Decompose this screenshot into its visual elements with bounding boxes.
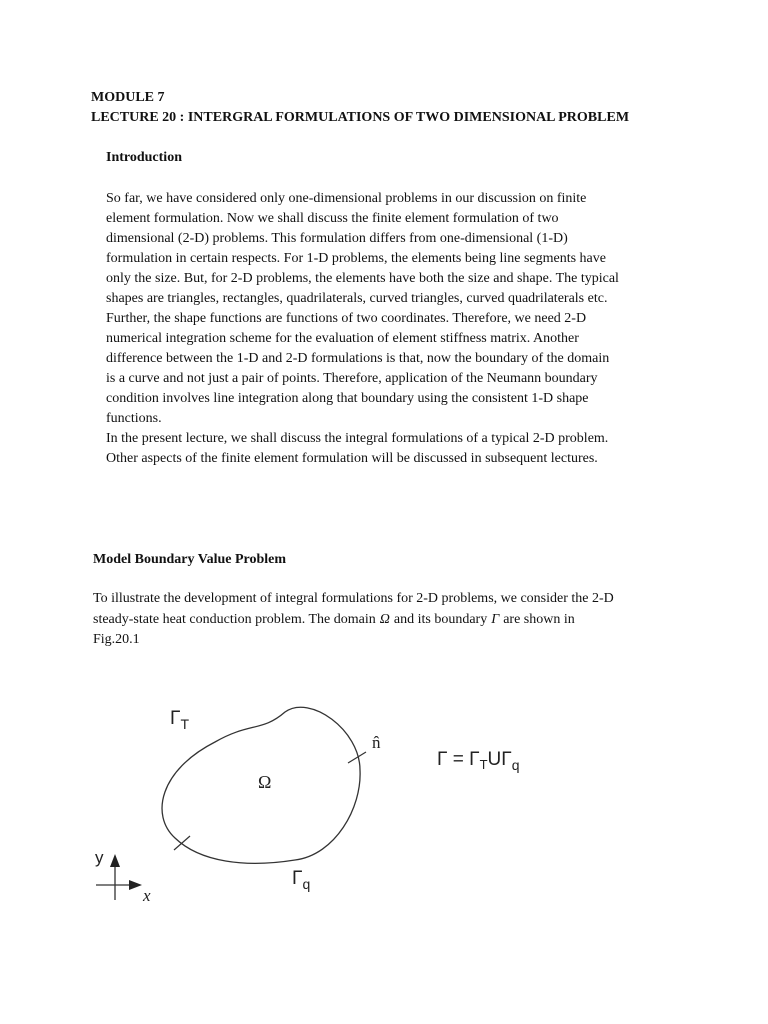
x-axis-label: x [143,886,151,905]
normal-vector-label: n̂ [372,733,381,752]
model-line-3: Fig.20.1 [93,632,140,647]
intro-line: numerical integration scheme for the evaluation of element stiffness matrix. Another [106,331,579,346]
intro-line: formulation in certain respects. For 1-D problems, the elements being line segments have [106,251,606,266]
introduction-heading: Introduction [106,150,182,165]
model-heading: Model Boundary Value Problem [93,552,287,567]
gamma-q-label: $\Gamma_q$ [292,868,311,892]
coordinate-axes [95,848,151,905]
intro-line: In the present lecture, we shall discuss the integral formulations of a typical 2-D problem. [106,431,609,446]
gamma-symbol: Γ [491,611,500,627]
intro-line: is a curve and not just a pair of points. Therefore, application of the Neumann boundary [106,371,598,386]
intro-line: only the size. But, for 2-D problems, the elements have both the size and shape. The typical [106,271,619,286]
model-line-2b: and its boundary [393,611,488,627]
boundary-union-equation: $\Gamma = \Gamma_TU\Gamma_q$ [437,749,520,773]
intro-line: Further, the shape functions are functions of two coordinates. Therefore, we need 2-D [106,311,587,326]
lecture-title: LECTURE 20 : INTERGRAL FORMULATIONS OF TWO DIMENSIONAL PROBLEM [91,110,630,125]
intro-line: element formulation. Now we shall discuss the finite element formulation of two [106,211,559,226]
model-body [93,589,614,651]
intro-line: dimensional (2-D) problems. This formulation differs from one-dimensional (1-D) [106,231,568,246]
y-axis-label: y [95,848,104,867]
gamma-t-label: $\Gamma_T$ [170,708,190,732]
module-title: MODULE 7 [91,90,165,105]
introduction-body [106,189,666,469]
model-line-2c: are shown in [503,611,575,627]
model-line-2a: steady-state heat conduction problem. The domain [93,611,376,627]
omega-symbol: Ω [379,611,390,627]
model-line-1: To illustrate the development of integral formulations for 2-D problems, we consider the 2-D [93,591,614,606]
intro-line: shapes are triangles, rectangles, quadrilaterals, curved triangles, curved quadrilaterals etc. [106,291,608,306]
intro-line: condition involves line integration along that boundary using the consistent 1-D shape [106,391,589,406]
omega-label: Ω [258,772,272,792]
y-arrow-icon [110,854,120,867]
domain-figure [0,690,768,920]
intro-line: difference between the 1-D and 2-D formulations is that, now the boundary of the domain [106,351,610,366]
intro-line: functions. [106,411,162,426]
intro-line: Other aspects of the finite element formulation will be discussed in subsequent lectures. [106,451,598,466]
model-line-2 [93,610,614,631]
intro-line: So far, we have considered only one-dimensional problems in our discussion on finite [106,191,587,206]
x-arrow-icon [129,880,142,890]
